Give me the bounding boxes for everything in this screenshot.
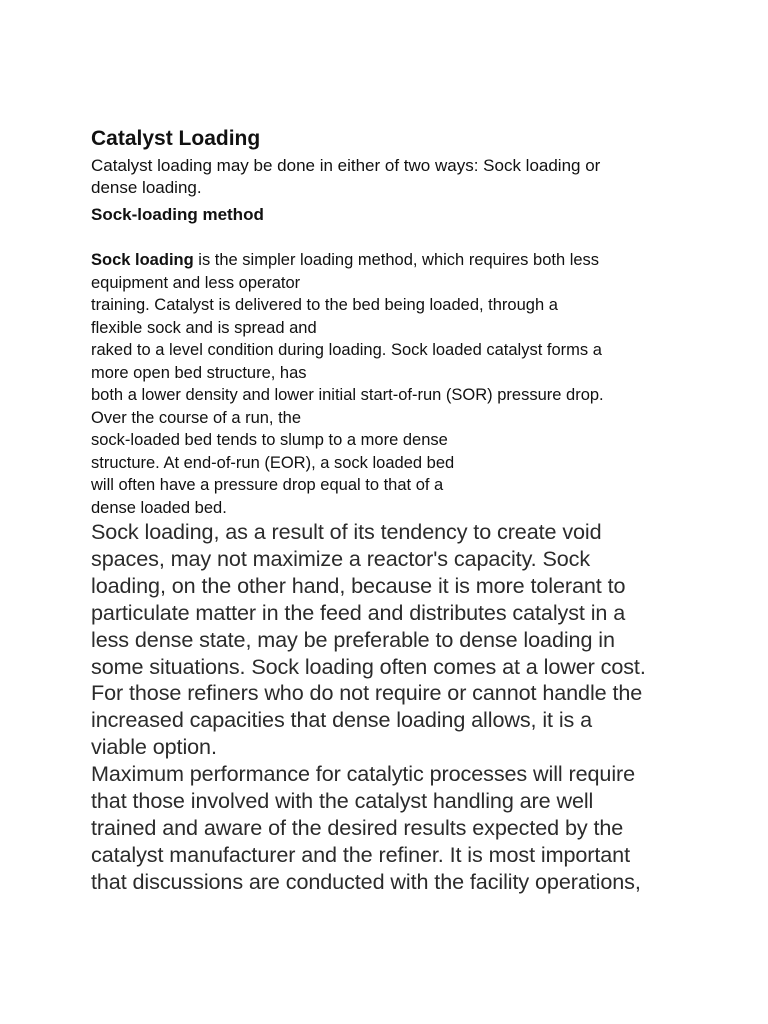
intro-line: Catalyst loading may be done in either of two ways: Sock loading or	[91, 156, 601, 175]
bold-term: Sock loading	[91, 251, 194, 269]
paragraph-line: training. Catalyst is delivered to the bed being loaded, through a	[91, 296, 558, 314]
capacity-paragraph	[91, 519, 691, 761]
performance-paragraph	[91, 761, 691, 896]
intro-paragraph	[91, 155, 691, 199]
paragraph-line: spaces, may not maximize a reactor's capacity. Sock	[91, 545, 591, 571]
paragraph-line: that those involved with the catalyst handling are well	[91, 788, 594, 814]
paragraph-line	[91, 249, 691, 272]
paragraph-line: Over the course of a run, the	[91, 408, 302, 427]
paragraph-line: will often have a pressure drop equal to that of a	[91, 476, 444, 494]
paragraph-line: more open bed structure, has	[91, 363, 307, 382]
paragraph-line: For those refiners who do not require or cannot handle the	[91, 680, 643, 706]
paragraph-line: equipment and less operator	[91, 273, 301, 292]
paragraph-line: Sock loading, as a result of its tendency to create void	[91, 519, 602, 544]
paragraph-line: catalyst manufacturer and the refiner. It is most important	[91, 841, 630, 867]
paragraph-line: some situations. Sock loading often comes at a lower cost.	[91, 653, 646, 679]
paragraph-line: Maximum performance for catalytic processes will require	[91, 761, 636, 787]
section-heading: Sock-loading method	[91, 205, 264, 224]
paragraph-line: viable option.	[91, 734, 217, 760]
paragraph-line: both a lower density and lower initial start-of-run (SOR) pressure drop.	[91, 386, 604, 404]
paragraph-line: sock-loaded bed tends to slump to a more dense	[91, 431, 448, 449]
paragraph-line: increased capacities that dense loading allows, it is a	[91, 707, 593, 733]
intro-line: dense loading.	[91, 178, 202, 197]
lead-text: is the simpler loading method, which requires both less	[193, 251, 600, 269]
paragraph-line: that discussions are conducted with the facility operations,	[91, 868, 641, 894]
paragraph-line: dense loaded bed.	[91, 498, 227, 517]
paragraph-line: raked to a level condition during loading. Sock loaded catalyst forms a	[91, 341, 602, 359]
paragraph-line: loading, on the other hand, because it is more tolerant to	[91, 572, 626, 598]
sock-loading-paragraph	[91, 249, 691, 519]
paragraph-line: less dense state, may be preferable to dense loading in	[91, 626, 615, 652]
paragraph-line: trained and aware of the desired results expected by the	[91, 814, 624, 840]
page-title: Catalyst Loading	[91, 127, 261, 150]
paragraph-line: particulate matter in the feed and distributes catalyst in a	[91, 599, 626, 625]
paragraph-line: flexible sock and is spread and	[91, 318, 317, 337]
document-page	[91, 125, 691, 896]
paragraph-line: structure. At end-of-run (EOR), a sock loaded bed	[91, 453, 455, 472]
